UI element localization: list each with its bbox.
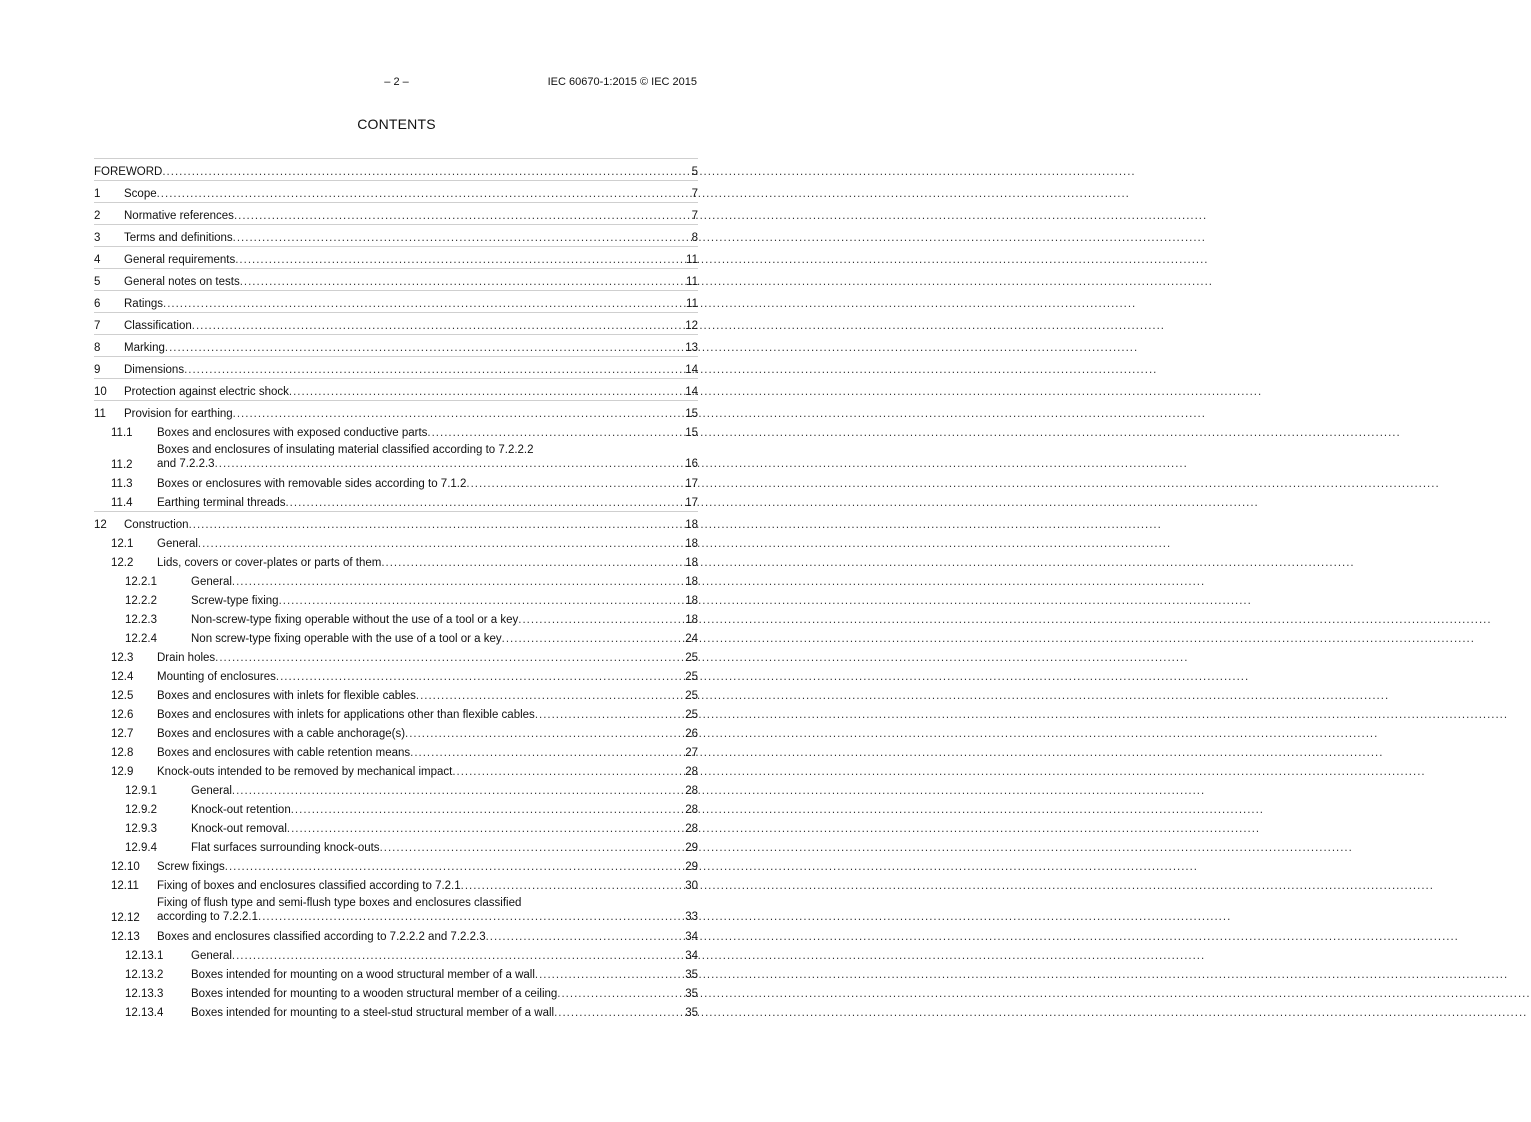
toc-entry-label: General <box>157 538 198 550</box>
toc-entry-label: Boxes intended for mounting to a wooden structural member of a ceiling <box>191 988 558 1000</box>
toc-entry-page: 17 <box>685 478 698 490</box>
dot-leader <box>287 823 685 835</box>
toc-entry-number: 12.7 <box>111 728 134 740</box>
toc-entry-number: 12.13.3 <box>125 988 164 1000</box>
toc-entry[interactable] <box>94 780 698 799</box>
toc-entry-page: 18 <box>685 557 698 569</box>
toc-entry-page: 15 <box>685 408 698 420</box>
dot-leader <box>518 614 685 626</box>
toc-entry-number: 12.13.1 <box>125 950 164 962</box>
toc-entry-number: 12.2 <box>111 557 134 569</box>
toc-entry-label: Boxes and enclosures of insulating material classified according to 7.2.2.2 <box>157 444 534 456</box>
dot-leader <box>234 210 692 222</box>
toc-entry-number: 12.8 <box>111 747 134 759</box>
toc-entry[interactable] <box>94 290 698 312</box>
toc-entry-number: 12.2.2 <box>125 595 157 607</box>
toc-entry-page: 35 <box>685 969 698 981</box>
toc-entry-label: Boxes intended for mounting on a wood structural member of a wall <box>191 969 535 981</box>
toc-entry-label: Normative references <box>124 210 234 222</box>
toc-entry[interactable] <box>94 666 698 685</box>
toc-entry[interactable] <box>94 742 698 761</box>
toc-entry[interactable] <box>94 378 698 400</box>
toc-entry-page: 25 <box>685 690 698 702</box>
toc-entry-page: 30 <box>685 880 698 892</box>
toc-entry[interactable] <box>94 818 698 837</box>
toc-entry-label: Marking <box>124 342 165 354</box>
dot-leader <box>557 988 685 1000</box>
toc-entry-page: 27 <box>685 747 698 759</box>
toc-entry-page: 29 <box>685 861 698 873</box>
dot-leader <box>554 1007 685 1019</box>
dot-leader <box>285 497 685 509</box>
toc-entry-number: 12.10 <box>111 861 140 873</box>
toc-entry-page: 33 <box>685 911 698 923</box>
toc-entry-label: Boxes intended for mounting to a steel-stud structural member of a wall <box>191 1007 555 1019</box>
dot-leader <box>380 842 686 854</box>
toc-entry-label: General requirements <box>124 254 236 266</box>
toc-entry-page: 14 <box>685 386 698 398</box>
toc-entry-number: 2 <box>94 210 101 222</box>
toc-entry-label: Provision for earthing <box>124 408 233 420</box>
toc-entry[interactable] <box>94 856 698 875</box>
toc-entry[interactable] <box>94 685 698 704</box>
toc-entry-label-continued: according to 7.2.2.1 <box>157 911 259 923</box>
document-identifier: IEC 60670-1:2015 © IEC 2015 <box>547 76 697 88</box>
toc-entry-label: Terms and definitions <box>124 232 233 244</box>
toc-entry-label: FOREWORD <box>94 166 163 178</box>
toc-entry[interactable] <box>94 875 698 894</box>
toc-entry-label: Dimensions <box>124 364 185 376</box>
toc-entry-label: Boxes and enclosures with a cable anchorage(s) <box>157 728 406 740</box>
dot-leader <box>461 880 686 892</box>
toc-entry-number: 12.13 <box>111 931 140 943</box>
toc-entry[interactable] <box>94 590 698 609</box>
toc-entry-page: 28 <box>685 804 698 816</box>
toc-entry[interactable] <box>94 312 698 334</box>
dot-leader <box>232 950 685 962</box>
toc-entry-page: 34 <box>685 931 698 943</box>
dot-leader <box>535 709 685 721</box>
toc-entry[interactable] <box>94 571 698 590</box>
toc-entry[interactable] <box>94 511 698 533</box>
toc-entry-label: Knock-outs intended to be removed by mechanical impact <box>157 766 453 778</box>
toc-entry-page: 17 <box>685 497 698 509</box>
toc-entry-number: 12.4 <box>111 671 134 683</box>
page-title: CONTENTS <box>357 116 436 132</box>
dot-leader <box>184 364 685 376</box>
toc-entry-label: General notes on tests <box>124 276 240 288</box>
toc-entry-label: Lids, covers or cover-plates or parts of them <box>157 557 382 569</box>
toc-entry[interactable] <box>94 926 698 945</box>
toc-entry-page: 12 <box>685 320 698 332</box>
toc-entry-page: 28 <box>685 785 698 797</box>
toc-entry-page: 7 <box>691 210 698 222</box>
toc-entry[interactable] <box>94 268 698 290</box>
dot-leader <box>427 427 685 439</box>
toc-entry-label: Construction <box>124 519 189 531</box>
toc-entry[interactable] <box>94 552 698 571</box>
toc-entry-page: 5 <box>691 166 698 178</box>
dot-leader <box>192 320 685 332</box>
toc-entry-label: Boxes or enclosures with removable sides according to 7.1.2 <box>157 478 467 490</box>
toc-entry-label: Boxes and enclosures with inlets for applications other than flexible cables <box>157 709 535 721</box>
toc-entry-number: 4 <box>94 254 101 266</box>
toc-entry-label: Fixing of flush type and semi-flush type boxes and enclosures classified <box>157 897 522 909</box>
toc-entry[interactable] <box>94 473 698 492</box>
toc-entry-label: Protection against electric shock <box>124 386 289 398</box>
toc-entry-number: 12.2.3 <box>125 614 157 626</box>
toc-entry-page: 18 <box>685 595 698 607</box>
toc-entry[interactable] <box>94 609 698 628</box>
toc-entry[interactable] <box>94 158 698 180</box>
toc-entry[interactable] <box>94 202 698 224</box>
toc-entry-number: 12.2.1 <box>125 576 157 588</box>
toc-entry-label: Flat surfaces surrounding knock-outs <box>191 842 380 854</box>
page-number: – 2 – <box>384 76 409 88</box>
toc-entry-label: Non screw-type fixing operable with the use of a tool or a key <box>191 633 502 645</box>
dot-leader <box>452 766 685 778</box>
toc-entry-number: 12.3 <box>111 652 134 664</box>
dot-leader <box>502 633 686 645</box>
toc-entry-number: 7 <box>94 320 101 332</box>
dot-leader <box>215 457 686 471</box>
toc-entry[interactable] <box>94 945 698 964</box>
toc-entry[interactable] <box>94 647 698 666</box>
toc-entry[interactable] <box>94 761 698 780</box>
toc-entry-number: 3 <box>94 232 101 244</box>
toc-entry-label: Ratings <box>124 298 163 310</box>
dot-leader <box>405 728 685 740</box>
dot-leader <box>198 538 685 550</box>
toc-entry-number: 11.3 <box>111 478 133 490</box>
toc-entry-label: General <box>191 950 232 962</box>
toc-entry[interactable] <box>94 837 698 856</box>
toc-entry-number: 12.9.2 <box>125 804 157 816</box>
toc-entry-page: 18 <box>685 538 698 550</box>
toc-entry[interactable] <box>94 356 698 378</box>
toc-entry-page: 18 <box>685 614 698 626</box>
toc-entry-number: 11.2 <box>111 459 133 471</box>
toc-entry-page: 13 <box>685 342 698 354</box>
toc-entry-number: 8 <box>94 342 101 354</box>
toc-entry[interactable] <box>94 628 698 647</box>
toc-entry-number: 11.1 <box>111 427 133 439</box>
toc-entry-page: 25 <box>685 652 698 664</box>
dot-leader <box>157 188 692 200</box>
toc-entry[interactable] <box>94 224 698 246</box>
toc-entry-page: 7 <box>691 188 698 200</box>
toc-entry-label: Screw fixings <box>157 861 225 873</box>
toc-entry-number: 1 <box>94 188 101 200</box>
toc-entry-number: 12.12 <box>111 912 140 924</box>
dot-leader <box>416 690 685 702</box>
toc-entry-page: 28 <box>685 766 698 778</box>
dot-leader <box>486 931 686 943</box>
toc-entry-label: Fixing of boxes and enclosures classified according to 7.2.1 <box>157 880 461 892</box>
dot-leader <box>240 276 686 288</box>
toc-entry-page: 15 <box>685 427 698 439</box>
dot-leader <box>225 861 685 873</box>
toc-entry[interactable] <box>94 492 698 511</box>
toc-entry-page: 14 <box>685 364 698 376</box>
toc-entry[interactable] <box>94 400 698 422</box>
toc-entry-page: 35 <box>685 988 698 1000</box>
toc-entry-number: 12.1 <box>111 538 134 550</box>
toc-entry-label: Knock-out retention <box>191 804 291 816</box>
toc-entry-label: Boxes and enclosures with exposed conductive parts <box>157 427 428 439</box>
toc-entry-number: 9 <box>94 364 101 376</box>
dot-leader <box>291 804 685 816</box>
toc-entry-number: 12.11 <box>111 880 139 892</box>
toc-entry-label: Screw-type fixing <box>191 595 279 607</box>
toc-entry-number: 10 <box>94 386 107 398</box>
toc-entry-label: Knock-out removal <box>191 823 287 835</box>
toc-entry-label: Earthing terminal threads <box>157 497 286 509</box>
toc-entry-label: Non-screw-type fixing operable without the use of a tool or a key <box>191 614 519 626</box>
dot-leader <box>165 342 685 354</box>
toc-entry[interactable] <box>94 799 698 818</box>
dot-leader <box>410 747 685 759</box>
toc-entry-number: 12.13.2 <box>125 969 164 981</box>
dot-leader <box>232 576 685 588</box>
toc-entry-page: 25 <box>685 709 698 721</box>
dot-leader <box>163 298 686 310</box>
toc-entry-number: 12.9.3 <box>125 823 157 835</box>
toc-entry-label: Mounting of enclosures <box>157 671 276 683</box>
toc-entry-label: Scope <box>124 188 157 200</box>
toc-entry-number: 12.9.4 <box>125 842 157 854</box>
toc-entry-page: 8 <box>691 232 698 244</box>
dot-leader <box>235 254 686 266</box>
toc-entry-page: 16 <box>685 458 698 470</box>
toc-entry-label: Boxes and enclosures with cable retention means <box>157 747 411 759</box>
toc-entry-number: 11.4 <box>111 497 133 509</box>
dot-leader <box>466 478 685 490</box>
toc-entry-page: 11 <box>686 298 698 310</box>
toc-entry-number: 12.6 <box>111 709 134 721</box>
toc-entry-page: 25 <box>685 671 698 683</box>
toc-entry-label-continued: and 7.2.2.3 <box>157 458 215 470</box>
toc-entry[interactable] <box>94 894 698 926</box>
toc-entry[interactable] <box>94 964 698 983</box>
dot-leader <box>258 910 685 924</box>
dot-leader <box>233 408 686 420</box>
dot-leader <box>232 785 685 797</box>
toc-entry-page: 18 <box>685 519 698 531</box>
toc-entry-page: 29 <box>685 842 698 854</box>
toc-entry-number: 12 <box>94 519 107 531</box>
toc-entry-number: 5 <box>94 276 101 288</box>
toc-entry-number: 11 <box>94 408 106 420</box>
toc-entry-label: Drain holes <box>157 652 216 664</box>
toc-entry-number: 6 <box>94 298 101 310</box>
toc-entry[interactable] <box>94 422 698 441</box>
toc-entry[interactable] <box>94 334 698 356</box>
dot-leader <box>535 969 685 981</box>
toc-entry-page: 18 <box>685 576 698 588</box>
toc-entry[interactable] <box>94 723 698 742</box>
dot-leader <box>215 652 685 664</box>
toc-entry-page: 28 <box>685 823 698 835</box>
toc-entry-label: General <box>191 576 232 588</box>
dot-leader <box>279 595 686 607</box>
toc-entry-page: 24 <box>685 633 698 645</box>
dot-leader <box>162 166 691 178</box>
toc-entry-number: 12.9 <box>111 766 134 778</box>
toc-entry[interactable] <box>94 441 698 473</box>
dot-leader <box>381 557 685 569</box>
toc-entry[interactable] <box>94 246 698 268</box>
toc-entry[interactable] <box>94 704 698 723</box>
toc-entry-number: 12.2.4 <box>125 633 157 645</box>
toc-entry-page: 11 <box>686 254 698 266</box>
toc-entry-number: 12.13.4 <box>125 1007 164 1019</box>
toc-entry-label: Classification <box>124 320 192 332</box>
dot-leader <box>189 519 686 531</box>
dot-leader <box>233 232 692 244</box>
dot-leader <box>276 671 685 683</box>
toc-entry-label: General <box>191 785 232 797</box>
toc-entry-page: 26 <box>685 728 698 740</box>
toc-entry[interactable] <box>94 180 698 202</box>
toc-entry[interactable] <box>94 983 698 1002</box>
dot-leader <box>289 386 685 398</box>
toc-entry-page: 34 <box>685 950 698 962</box>
toc-entry-page: 11 <box>686 276 698 288</box>
toc-entry-number: 12.9.1 <box>125 785 157 797</box>
table-of-contents <box>94 158 698 1021</box>
toc-entry-label: Boxes and enclosures classified according to 7.2.2.2 and 7.2.2.3 <box>157 931 486 943</box>
toc-entry-page: 35 <box>685 1007 698 1019</box>
toc-entry[interactable] <box>94 1002 698 1021</box>
toc-entry[interactable] <box>94 533 698 552</box>
toc-entry-label: Boxes and enclosures with inlets for flexible cables <box>157 690 416 702</box>
toc-entry-number: 12.5 <box>111 690 134 702</box>
